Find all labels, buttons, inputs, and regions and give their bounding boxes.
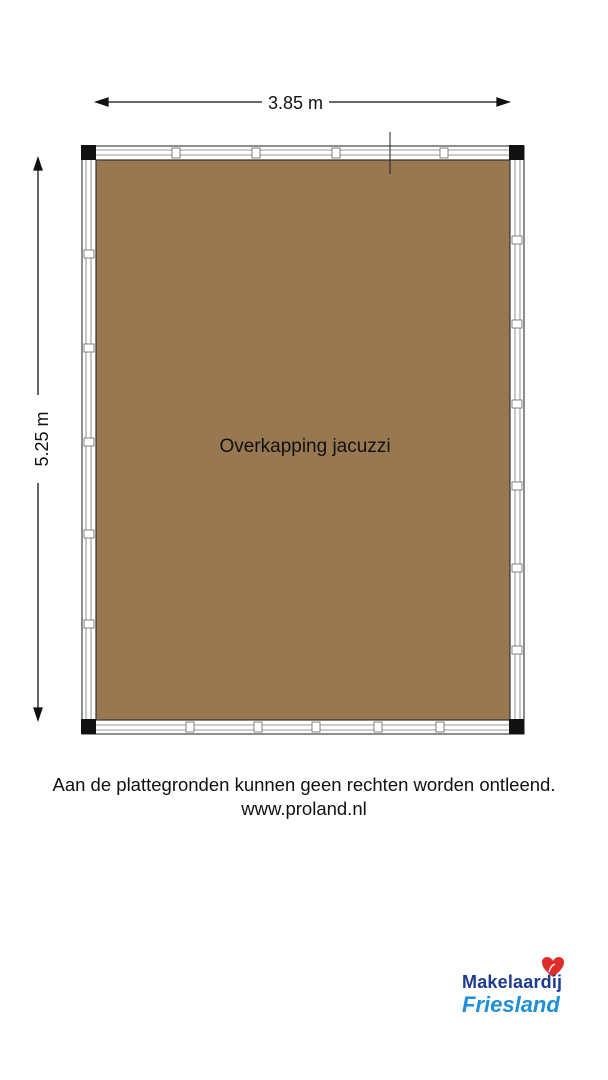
company-logo [452,952,582,1022]
room-label: Overkapping jacuzzi [219,436,391,457]
logo-text-top: Makelaardij [462,972,563,992]
height-dimension-label: 5.25 m [31,395,53,483]
disclaimer-text: Aan de plattegronden kunnen geen rechten worden ontleend. [52,774,556,795]
logo-text-bottom: Friesland [462,992,560,1017]
width-dimension-label: 3.85 m [262,92,329,114]
website-link[interactable]: www.proland.nl [241,798,367,819]
